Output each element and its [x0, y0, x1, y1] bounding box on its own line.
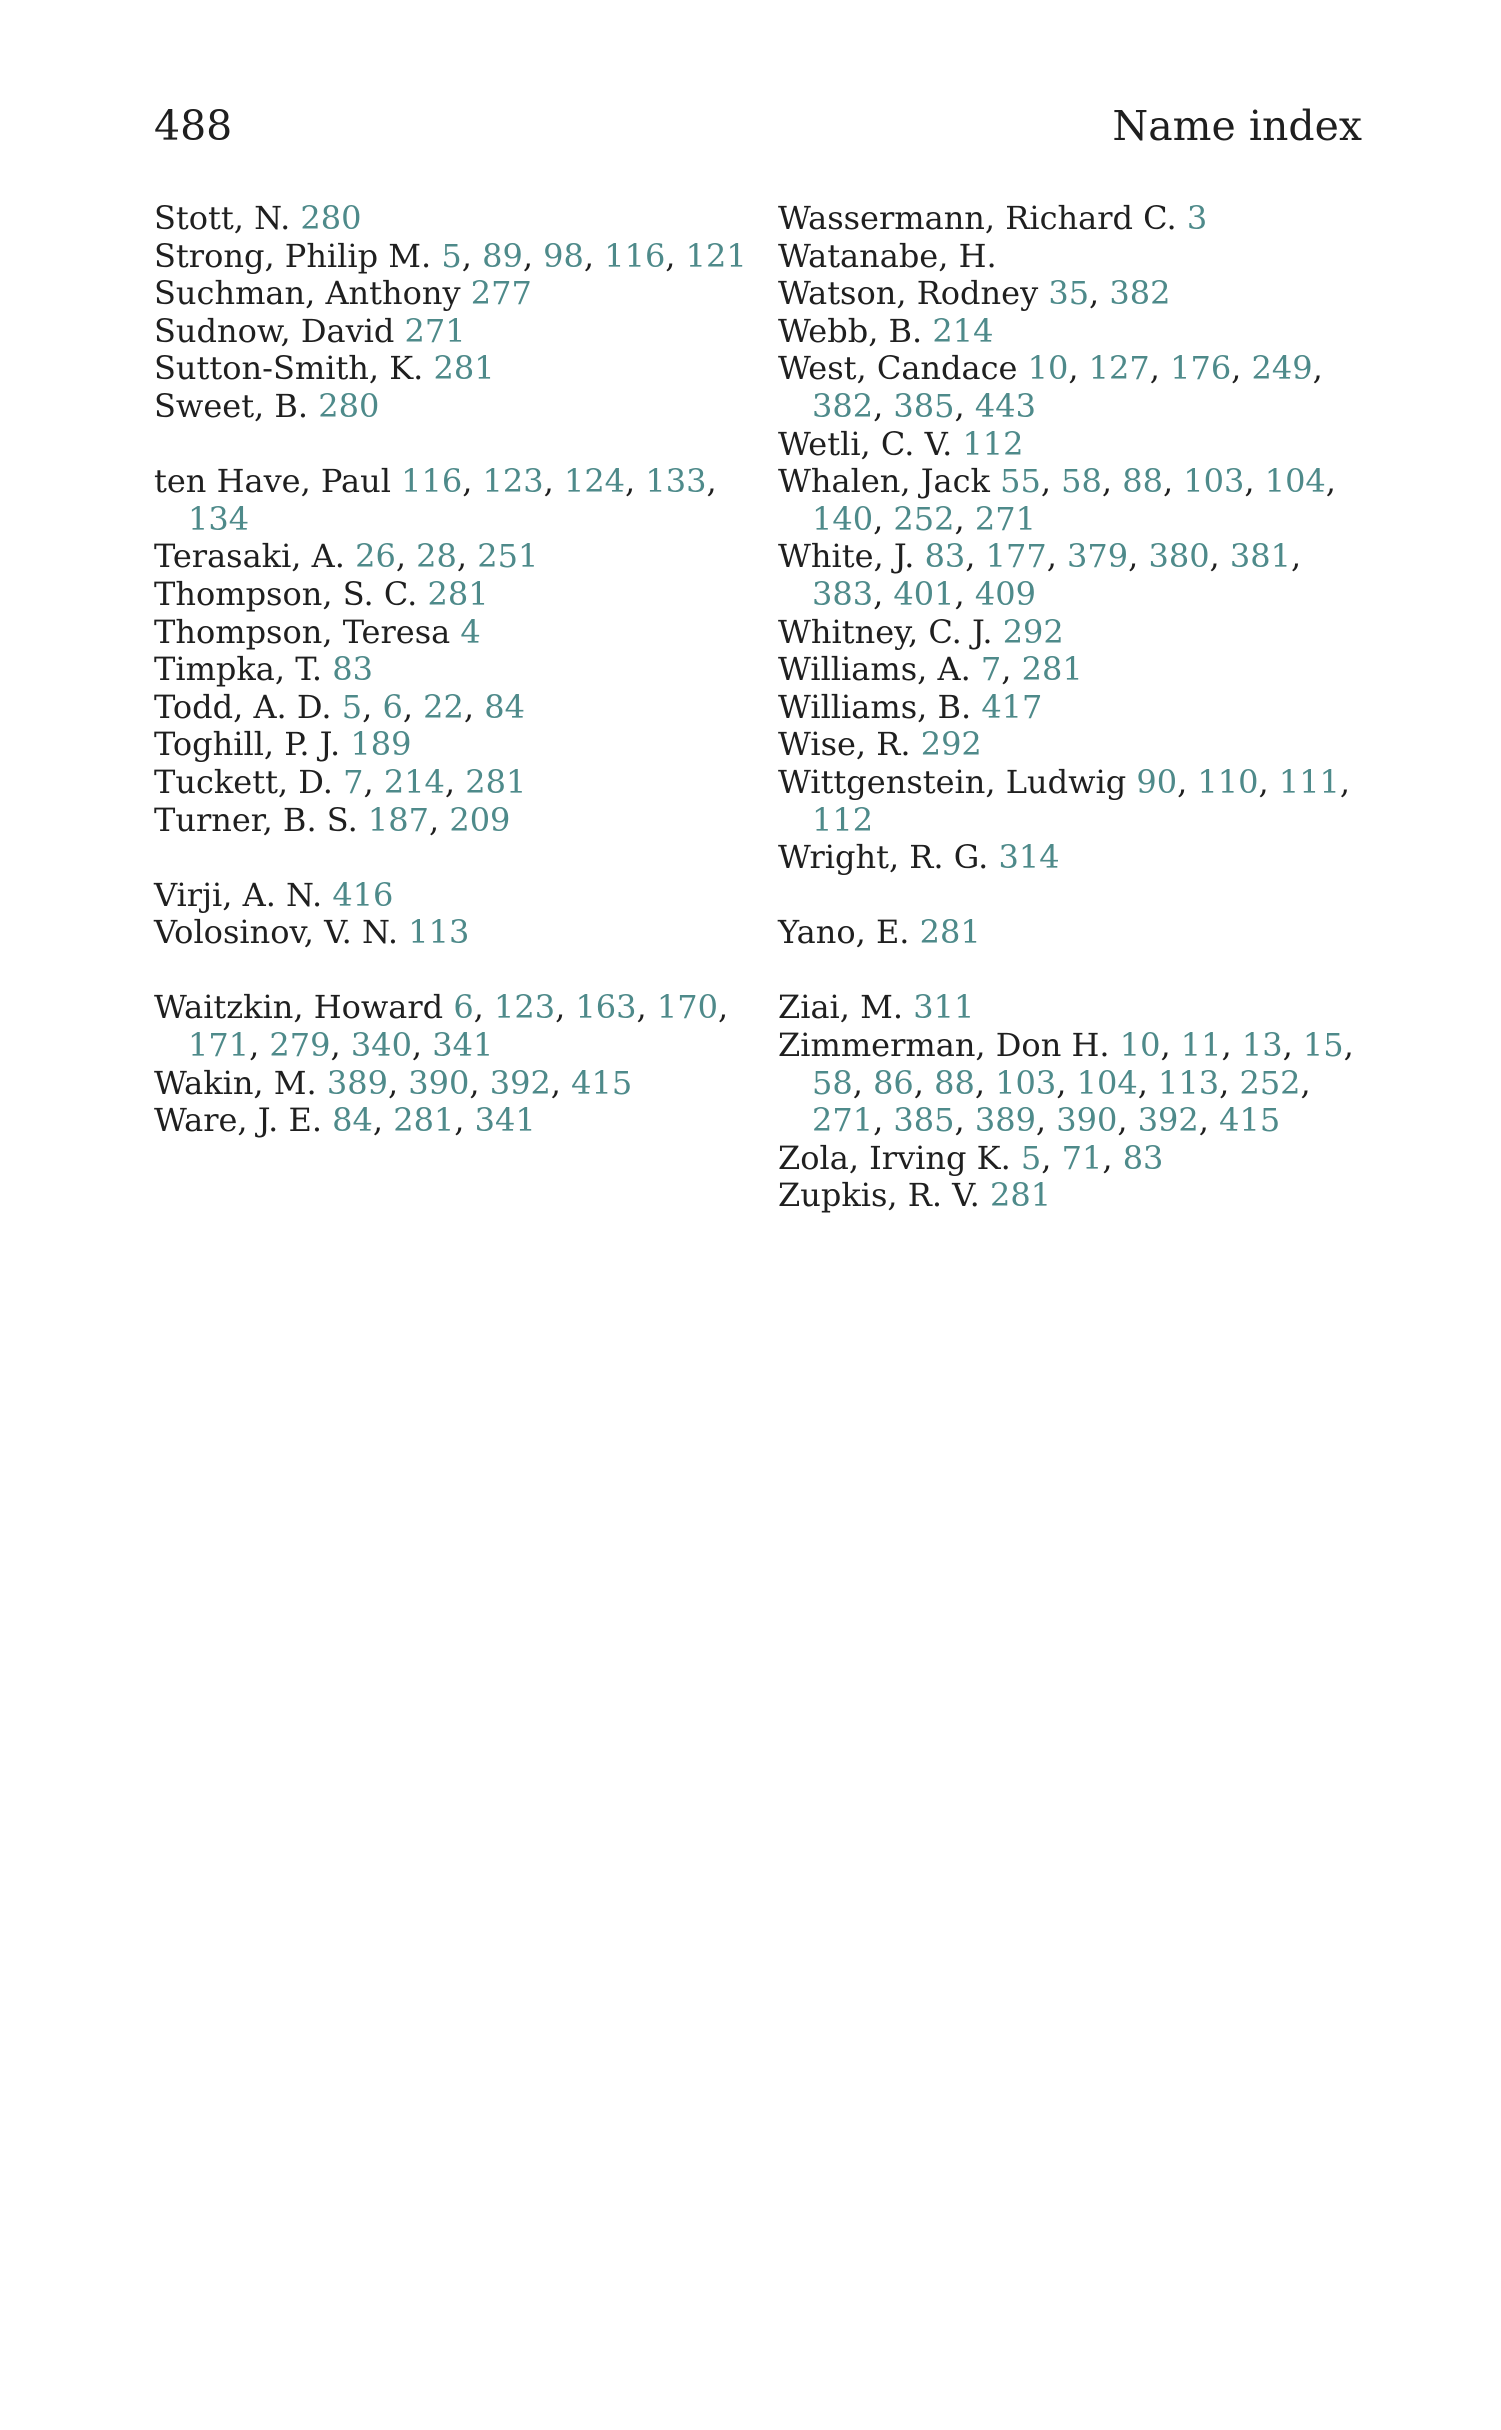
- page-ref-link[interactable]: 214: [932, 311, 994, 350]
- index-entry: Todd, A. D. 5, 6, 22, 84: [154, 687, 525, 726]
- page-ref-link[interactable]: 123: [494, 988, 556, 1027]
- page-ref-link[interactable]: 58: [812, 1063, 853, 1102]
- page-header: [154, 98, 1362, 154]
- index-entry: Strong, Philip M. 5, 89, 98, 116, 121: [154, 236, 747, 275]
- entry-name: Watanabe, H.: [778, 236, 997, 275]
- page-ref-link[interactable]: 281: [393, 1101, 455, 1140]
- page-ref-link[interactable]: 112: [962, 424, 1024, 463]
- page-ref-link[interactable]: 279: [269, 1026, 331, 1065]
- index-column-left: [154, 200, 754, 1140]
- page-ref-link[interactable]: 382: [1109, 274, 1171, 313]
- entry-name: Wittgenstein, Ludwig: [778, 762, 1127, 801]
- page-ref-link[interactable]: 11: [1180, 1026, 1222, 1065]
- index-entry: [778, 426, 1378, 464]
- entry-group-gap: [154, 952, 754, 990]
- page-ref-link[interactable]: 58: [1061, 462, 1102, 501]
- page-ref-link[interactable]: 13: [1241, 1026, 1283, 1065]
- index-entry: [154, 200, 754, 238]
- page-ref-link[interactable]: 311: [913, 988, 975, 1027]
- page-ref-link[interactable]: 83: [924, 537, 966, 576]
- page-ref-link[interactable]: 281: [433, 349, 495, 388]
- page-ref-link[interactable]: 22: [423, 687, 464, 726]
- index-entry: ten Have, Paul 116, 123, 124, 133, 134: [154, 462, 717, 538]
- index-entry: [154, 877, 754, 915]
- page-ref-link[interactable]: 189: [350, 725, 412, 764]
- page-ref-link[interactable]: 177: [985, 537, 1047, 576]
- page-ref-link[interactable]: 90: [1136, 762, 1178, 801]
- page-ref-link[interactable]: 116: [604, 236, 666, 275]
- page-ref-link[interactable]: 88: [1122, 462, 1163, 501]
- page-ref-link[interactable]: 176: [1170, 349, 1232, 388]
- page-ref-link[interactable]: 409: [974, 574, 1036, 613]
- entry-name: Whitney, C. J.: [778, 612, 993, 651]
- entry-name: Wise, R.: [778, 725, 911, 764]
- page-ref-link[interactable]: 116: [401, 462, 463, 501]
- entry-name: Thompson, S. C.: [154, 574, 418, 613]
- page-ref-link[interactable]: 389: [326, 1063, 388, 1102]
- page-ref-link[interactable]: 10: [1027, 349, 1069, 388]
- page-ref-link[interactable]: 415: [1219, 1101, 1281, 1140]
- page-ref-link[interactable]: 7: [343, 762, 364, 801]
- page-ref-link[interactable]: 443: [974, 386, 1036, 425]
- page-ref-link[interactable]: 271: [812, 1101, 874, 1140]
- page-ref-link[interactable]: 170: [656, 988, 718, 1027]
- entry-name: ten Have, Paul: [154, 462, 391, 501]
- page-ref-link[interactable]: 124: [563, 462, 626, 501]
- page-ref-link[interactable]: 252: [893, 499, 955, 538]
- page-ref-link[interactable]: 113: [408, 913, 470, 952]
- page-ref-link[interactable]: 209: [449, 800, 511, 839]
- page-ref-link[interactable]: 127: [1088, 349, 1150, 388]
- page-ref-link[interactable]: 111: [1278, 762, 1340, 801]
- entry-name: Whalen, Jack: [778, 462, 990, 501]
- entry-name: Timpka, T.: [154, 650, 323, 689]
- page-ref-link[interactable]: 417: [981, 687, 1043, 726]
- page-ref-link[interactable]: 89: [482, 236, 523, 275]
- index-entry: Tuckett, D. 7, 214, 281: [154, 762, 527, 801]
- page-ref-link[interactable]: 390: [408, 1063, 470, 1102]
- page-ref-link[interactable]: 401: [893, 574, 955, 613]
- index-entry: White, J. 83, 177, 379, 380, 381, 383, 401, 409: [778, 537, 1302, 613]
- page-ref-link[interactable]: 5: [441, 236, 462, 275]
- index-entry: [778, 689, 1378, 727]
- index-column-right: [778, 200, 1378, 1215]
- index-entry: Williams, A. 7, 281: [778, 650, 1083, 689]
- page-ref-link[interactable]: 10: [1119, 1026, 1161, 1065]
- index-entry: [778, 989, 1378, 1027]
- entry-name: Watson, Rodney: [778, 274, 1039, 313]
- page-ref-link[interactable]: 389: [974, 1101, 1036, 1140]
- page-ref-link[interactable]: 281: [465, 762, 527, 801]
- index-entry: Zola, Irving K. 5, 71, 83: [778, 1138, 1164, 1177]
- entry-name: Williams, A.: [778, 650, 971, 689]
- entry-name: Williams, B.: [778, 687, 972, 726]
- page-ref-link[interactable]: 6: [382, 687, 403, 726]
- index-entry: Wakin, M. 389, 390, 392, 415: [154, 1063, 633, 1102]
- page-ref-link[interactable]: 187: [367, 800, 429, 839]
- page-ref-link[interactable]: 281: [919, 913, 981, 952]
- index-entry: Terasaki, A. 26, 28, 251: [154, 537, 539, 576]
- entry-group-gap: [154, 426, 754, 464]
- page-ref-link[interactable]: 103: [995, 1063, 1057, 1102]
- index-entry: [778, 614, 1378, 652]
- index-entry: [154, 726, 754, 764]
- page-ref-link[interactable]: 6: [453, 988, 474, 1027]
- page-ref-link[interactable]: 15: [1302, 1026, 1344, 1065]
- entry-name: Strong, Philip M.: [154, 236, 432, 275]
- page-ref-link[interactable]: 381: [1229, 537, 1291, 576]
- page-ref-link[interactable]: 252: [1239, 1063, 1301, 1102]
- entry-group-gap: [778, 952, 1378, 990]
- entry-group-gap: [154, 839, 754, 877]
- index-entry: Watson, Rodney 35, 382: [778, 274, 1171, 313]
- page-ref-link[interactable]: 3: [1186, 199, 1208, 237]
- page-ref-link[interactable]: 280: [300, 199, 362, 237]
- index-entry: West, Candace 10, 127, 176, 249, 382, 385, 443: [778, 349, 1323, 425]
- page-ref-link[interactable]: 314: [998, 838, 1060, 877]
- entry-name: Wetli, C. V.: [778, 424, 953, 463]
- entry-name: Wright, R. G.: [778, 838, 989, 877]
- page-ref-link[interactable]: 83: [1122, 1138, 1164, 1177]
- page-ref-link[interactable]: 84: [332, 1101, 373, 1140]
- index-entry: [778, 914, 1378, 952]
- index-entry: [778, 839, 1378, 877]
- page-ref-link[interactable]: 134: [188, 499, 250, 538]
- page-ref-link[interactable]: 383: [812, 574, 874, 613]
- page-ref-link[interactable]: 4: [460, 612, 481, 651]
- page-ref-link[interactable]: 392: [489, 1063, 551, 1102]
- index-entry: [154, 350, 754, 388]
- entry-name: Sutton-Smith, K.: [154, 349, 424, 388]
- entry-name: Thompson, Teresa: [154, 612, 451, 651]
- index-entry: [154, 614, 754, 652]
- index-entry: Waitzkin, Howard 6, 123, 163, 170, 171, 279, 340, 341: [154, 988, 729, 1065]
- page-ref-link[interactable]: 382: [812, 386, 874, 425]
- page-ref-link[interactable]: 84: [484, 687, 525, 726]
- page-ref-link[interactable]: 123: [482, 462, 544, 501]
- page-ref-link[interactable]: 28: [416, 537, 457, 576]
- page-ref-link[interactable]: 110: [1197, 762, 1259, 801]
- index-entry: Turner, B. S. 187, 209: [154, 800, 511, 839]
- entry-name: Volosinov, V. N.: [154, 913, 399, 952]
- page-ref-link[interactable]: 88: [934, 1063, 975, 1102]
- page-ref-link[interactable]: 271: [404, 311, 466, 350]
- entry-name: Yano, E.: [778, 913, 910, 952]
- page-ref-link[interactable]: 341: [432, 1026, 494, 1065]
- index-entry: [154, 914, 754, 952]
- index-entry: [154, 388, 754, 426]
- page-ref-link[interactable]: 341: [474, 1101, 536, 1140]
- entry-name: Webb, B.: [778, 311, 923, 350]
- entry-name: Waitzkin, Howard: [154, 988, 444, 1027]
- index-entry: Ware, J. E. 84, 281, 341: [154, 1101, 536, 1140]
- page-ref-link[interactable]: 380: [1148, 537, 1210, 576]
- index-entry: [154, 313, 754, 351]
- page-ref-link[interactable]: 55: [1000, 462, 1041, 501]
- index-entry: [778, 313, 1378, 351]
- page-ref-link[interactable]: 214: [383, 762, 445, 801]
- entry-name: Zola, Irving K.: [778, 1138, 1011, 1177]
- entry-name: West, Candace: [778, 349, 1018, 388]
- page-ref-link[interactable]: 251: [477, 537, 539, 576]
- entry-group-gap: [778, 877, 1378, 915]
- page-ref-link[interactable]: 340: [350, 1026, 412, 1065]
- page-ref-link[interactable]: 163: [575, 988, 637, 1027]
- page-ref-link[interactable]: 416: [332, 875, 394, 914]
- page-ref-link[interactable]: 5: [1020, 1138, 1042, 1177]
- index-entry: [154, 275, 754, 313]
- page-ref-link[interactable]: 277: [470, 274, 532, 313]
- index-entry: [154, 651, 754, 689]
- entry-name: Todd, A. D.: [154, 687, 332, 726]
- page-ref-link[interactable]: 385: [893, 1101, 955, 1140]
- entry-name: Terasaki, A.: [154, 537, 345, 576]
- page-ref-link[interactable]: 26: [355, 537, 396, 576]
- page-ref-link[interactable]: 292: [920, 725, 982, 764]
- page-ref-link[interactable]: 133: [645, 462, 707, 501]
- index-entry: Wittgenstein, Ludwig 90, 110, 111, 112: [778, 762, 1351, 839]
- page-ref-link[interactable]: 271: [974, 499, 1036, 538]
- page-ref-link[interactable]: 140: [812, 499, 874, 538]
- page-ref-link[interactable]: 98: [543, 236, 584, 275]
- entry-name: Suchman, Anthony: [154, 274, 461, 313]
- entry-name: Zimmerman, Don H.: [778, 1026, 1110, 1065]
- page-ref-link[interactable]: 281: [990, 1176, 1052, 1215]
- page-ref-link[interactable]: 385: [893, 386, 955, 425]
- index-entry: [154, 576, 754, 614]
- page-ref-link[interactable]: 71: [1061, 1138, 1103, 1177]
- page-ref-link[interactable]: 113: [1158, 1063, 1220, 1102]
- page-ref-link[interactable]: 171: [188, 1026, 250, 1065]
- index-entry: [778, 238, 1378, 276]
- entry-name: Toghill, P. J.: [154, 725, 341, 764]
- index-entry: [778, 200, 1378, 238]
- page-ref-link[interactable]: 379: [1067, 537, 1129, 576]
- index-entry: [778, 1177, 1378, 1215]
- index-entry: Zimmerman, Don H. 10, 11, 13, 15, 58, 86, 88, 103, 104, 113, 252, 271, 385, 389, 390, 392, 415: [778, 1026, 1354, 1140]
- entry-name: Ware, J. E.: [154, 1101, 322, 1140]
- page-ref-link[interactable]: 249: [1251, 349, 1313, 388]
- entry-name: Wakin, M.: [154, 1063, 317, 1102]
- entry-name: Virji, A. N.: [154, 875, 323, 914]
- page-ref-link[interactable]: 415: [571, 1063, 633, 1102]
- page-ref-link[interactable]: 5: [341, 687, 363, 726]
- entry-name: Zupkis, R. V.: [778, 1176, 980, 1215]
- page-ref-link[interactable]: 83: [332, 650, 373, 689]
- page-ref-link[interactable]: 104: [1264, 462, 1326, 501]
- page-ref-link[interactable]: 281: [1021, 650, 1083, 689]
- page-ref-link[interactable]: 121: [685, 236, 747, 275]
- entry-name: White, J.: [778, 537, 915, 576]
- page-ref-link[interactable]: 390: [1056, 1101, 1118, 1140]
- page-ref-link[interactable]: 104: [1076, 1063, 1138, 1102]
- page-number: 488: [154, 102, 233, 150]
- page-ref-link[interactable]: 103: [1183, 462, 1245, 501]
- index-entry: Whalen, Jack 55, 58, 88, 103, 104, 140, 252, 271: [778, 462, 1336, 538]
- page-ref-link[interactable]: 281: [427, 574, 489, 613]
- entry-name: Turner, B. S.: [154, 800, 358, 839]
- entry-name: Sudnow, David: [154, 311, 395, 350]
- entry-name: Tuckett, D.: [154, 762, 333, 801]
- page-ref-link[interactable]: 280: [318, 386, 380, 425]
- page-ref-link[interactable]: 392: [1137, 1101, 1199, 1140]
- page-ref-link[interactable]: 86: [873, 1063, 914, 1102]
- entry-name: Ziai, M.: [778, 988, 904, 1027]
- entry-name: Sweet, B.: [154, 386, 309, 425]
- index-entry: [778, 726, 1378, 764]
- entry-name: Wassermann, Richard C.: [778, 199, 1177, 237]
- entry-name: Stott, N.: [154, 199, 291, 237]
- page-ref-link[interactable]: 35: [1048, 274, 1090, 313]
- running-title: Name index: [1112, 102, 1362, 150]
- page-ref-link[interactable]: 292: [1002, 612, 1064, 651]
- page-ref-link[interactable]: 112: [812, 800, 874, 839]
- page-ref-link[interactable]: 7: [980, 650, 1002, 689]
